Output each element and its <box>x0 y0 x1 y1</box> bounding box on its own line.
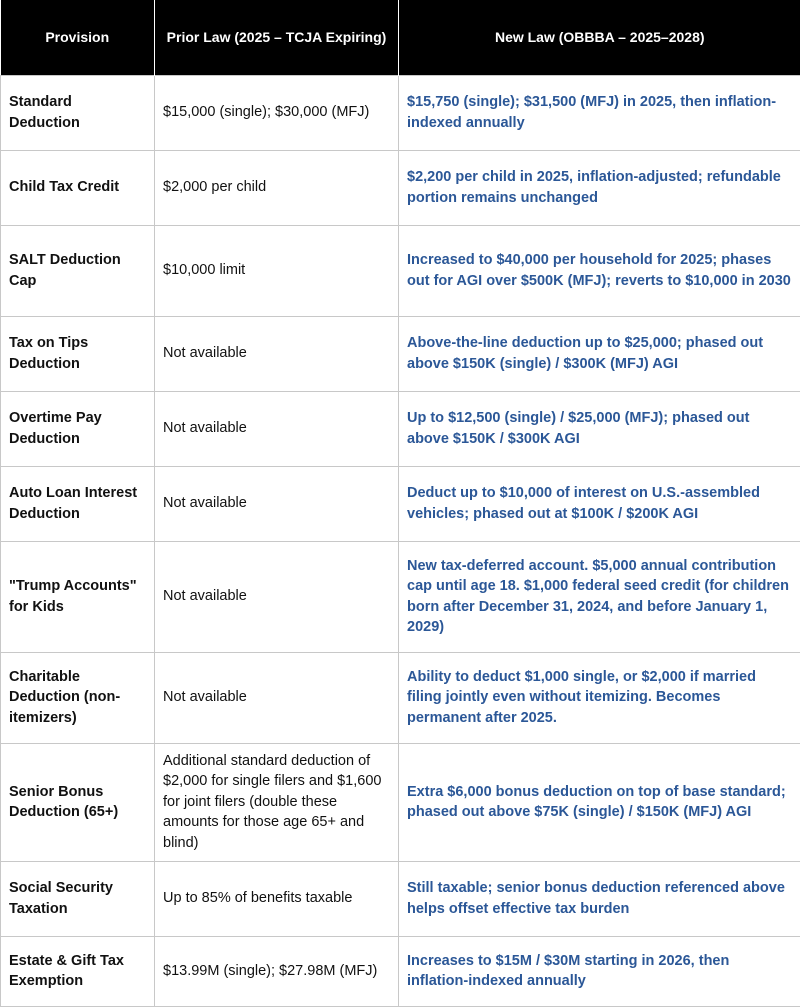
provision-cell: SALT Deduction Cap <box>1 225 155 316</box>
header-row <box>1 0 800 75</box>
provision-cell: Auto Loan Interest Deduction <box>1 466 155 541</box>
provision-cell: Overtime Pay Deduction <box>1 391 155 466</box>
new-law-cell: $15,750 (single); $31,500 (MFJ) in 2025, then inflation-indexed annually <box>399 75 800 150</box>
new-law-cell: Increased to $40,000 per household for 2025; phases out for AGI over $500K (MFJ); reverts to $10,000 in 2030 <box>399 225 800 316</box>
prior-law-cell: $2,000 per child <box>155 150 399 225</box>
table-row <box>1 316 800 391</box>
provision-cell: Child Tax Credit <box>1 150 155 225</box>
new-law-cell: Above-the-line deduction up to $25,000; phased out above $150K (single) / $300K (MFJ) AGI <box>399 316 800 391</box>
table-row <box>1 861 800 936</box>
new-law-cell: Up to $12,500 (single) / $25,000 (MFJ); phased out above $150K / $300K AGI <box>399 391 800 466</box>
provision-cell: Estate & Gift Tax Exemption <box>1 936 155 1006</box>
prior-law-cell: Up to 85% of benefits taxable <box>155 861 399 936</box>
prior-law-cell: Not available <box>155 316 399 391</box>
new-law-cell: Ability to deduct $1,000 single, or $2,000 if married filing jointly even without itemizing. Becomes permanent after 2025. <box>399 652 800 743</box>
new-law-cell: $2,200 per child in 2025, inflation-adjusted; refundable portion remains unchanged <box>399 150 800 225</box>
table-row <box>1 541 800 652</box>
prior-law-cell: Additional standard deduction of $2,000 for single filers and $1,600 for joint filers (double these amounts for those age 65+ and blind) <box>155 743 399 861</box>
prior-law-cell: Not available <box>155 541 399 652</box>
table-row <box>1 652 800 743</box>
new-law-cell: Deduct up to $10,000 of interest on U.S.-assembled vehicles; phased out at $100K / $200K AGI <box>399 466 800 541</box>
new-law-cell: Still taxable; senior bonus deduction referenced above helps offset effective tax burden <box>399 861 800 936</box>
table-row <box>1 75 800 150</box>
provision-cell: Social Security Taxation <box>1 861 155 936</box>
table-row <box>1 936 800 1006</box>
table-row <box>1 391 800 466</box>
prior-law-cell: $15,000 (single); $30,000 (MFJ) <box>155 75 399 150</box>
new-law-cell: Extra $6,000 bonus deduction on top of base standard; phased out above $75K (single) / $150K (MFJ) AGI <box>399 743 800 861</box>
provision-cell: Charitable Deduction (non-itemizers) <box>1 652 155 743</box>
prior-law-cell: $10,000 limit <box>155 225 399 316</box>
prior-law-cell: Not available <box>155 391 399 466</box>
prior-law-cell: Not available <box>155 466 399 541</box>
provision-cell: Standard Deduction <box>1 75 155 150</box>
table-row <box>1 150 800 225</box>
prior-law-cell: $13.99M (single); $27.98M (MFJ) <box>155 936 399 1006</box>
provision-cell: Tax on Tips Deduction <box>1 316 155 391</box>
header-provision: Provision <box>1 0 155 75</box>
new-law-cell: Increases to $15M / $30M starting in 2026, then inflation-indexed annually <box>399 936 800 1006</box>
header-new-law: New Law (OBBBA – 2025–2028) <box>399 0 800 75</box>
provision-cell: "Trump Accounts" for Kids <box>1 541 155 652</box>
table-row <box>1 743 800 861</box>
prior-law-cell: Not available <box>155 652 399 743</box>
header-prior-law: Prior Law (2025 – TCJA Expiring) <box>155 0 399 75</box>
table-row <box>1 466 800 541</box>
provision-cell: Senior Bonus Deduction (65+) <box>1 743 155 861</box>
table-row <box>1 225 800 316</box>
new-law-cell: New tax-deferred account. $5,000 annual contribution cap until age 18. $1,000 federal seed credit (for children born after December 31, 2024, and before January 1, 2029) <box>399 541 800 652</box>
